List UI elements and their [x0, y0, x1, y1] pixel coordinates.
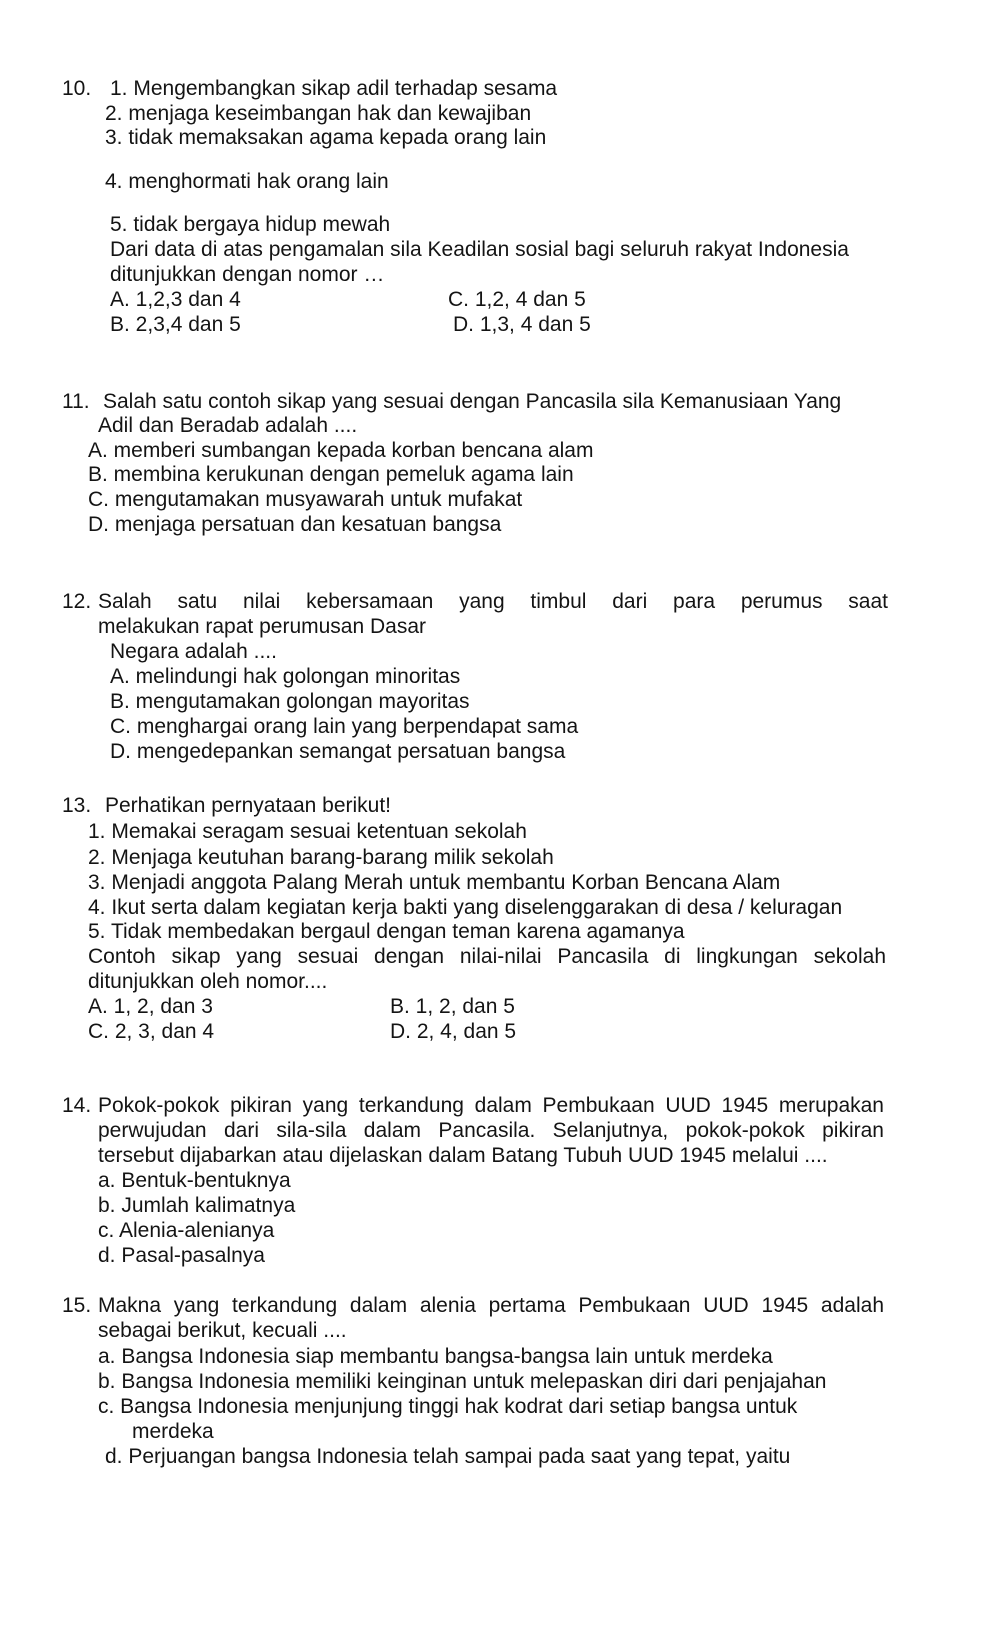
- option-b: B. 2,3,4 dan 5: [110, 313, 241, 336]
- option-b: B. membina kerukunan dengan pemeluk agama lain: [88, 463, 574, 486]
- question-stem: Makna yang terkandung dalam alenia pertama Pembukaan UUD 1945 adalah: [98, 1294, 884, 1317]
- question-stem: ditunjukkan oleh nomor....: [88, 970, 328, 993]
- question-stem: tersebut dijabarkan atau dijelaskan dalam Batang Tubuh UUD 1945 melalui ....: [98, 1144, 828, 1167]
- question-number: 15.: [62, 1294, 92, 1317]
- statement-item: 4. menghormati hak orang lain: [105, 170, 389, 193]
- statement-item: 3. tidak memaksakan agama kepada orang lain: [105, 126, 547, 149]
- question-stem: Dari data di atas pengamalan sila Keadilan sosial bagi seluruh rakyat Indonesia: [110, 238, 849, 261]
- option-a: A. 1,2,3 dan 4: [110, 288, 241, 311]
- question-stem: ditunjukkan dengan nomor …: [110, 263, 385, 286]
- question-stem: Contoh sikap yang sesuai dengan nilai-nilai Pancasila di lingkungan sekolah: [88, 945, 886, 968]
- question-intro: Perhatikan pernyataan berikut!: [105, 794, 392, 817]
- statement-item: 2. menjaga keseimbangan hak dan kewajiban: [105, 102, 532, 125]
- option-d: D. mengedepankan semangat persatuan bangsa: [110, 740, 566, 763]
- option-a: A. melindungi hak golongan minoritas: [110, 665, 461, 688]
- statement-item: 1. Memakai seragam sesuai ketentuan sekolah: [88, 820, 527, 843]
- option-c-continuation: merdeka: [132, 1420, 214, 1443]
- option-d: D. menjaga persatuan dan kesatuan bangsa: [88, 513, 502, 536]
- option-d: D. 1,3, 4 dan 5: [453, 313, 591, 336]
- question-number: 13.: [62, 794, 92, 817]
- option-a: a. Bangsa Indonesia siap membantu bangsa-bangsa lain untuk merdeka: [98, 1345, 773, 1368]
- question-stem: Salah satu contoh sikap yang sesuai dengan Pancasila sila Kemanusiaan Yang: [103, 390, 842, 413]
- question-stem: Negara adalah ....: [110, 640, 277, 663]
- option-a: A. memberi sumbangan kepada korban bencana alam: [88, 439, 594, 462]
- option-c: C. 2, 3, dan 4: [88, 1020, 215, 1043]
- question-number: 14.: [62, 1094, 92, 1117]
- question-stem: Salah satu nilai kebersamaan yang timbul dari para perumus saat: [98, 590, 888, 613]
- option-b: B. mengutamakan golongan mayoritas: [110, 690, 470, 713]
- option-b: B. 1, 2, dan 5: [390, 995, 515, 1018]
- statement-item: 3. Menjadi anggota Palang Merah untuk membantu Korban Bencana Alam: [88, 871, 781, 894]
- option-c: c. Bangsa Indonesia menjunjung tinggi hak kodrat dari setiap bangsa untuk: [98, 1395, 798, 1418]
- question-stem: Adil dan Beradab adalah ....: [98, 414, 358, 437]
- statement-item: 4. Ikut serta dalam kegiatan kerja bakti yang diselenggarakan di desa / keluragan: [88, 896, 843, 919]
- option-b: b. Jumlah kalimatnya: [98, 1194, 296, 1217]
- option-c: C. menghargai orang lain yang berpendapat sama: [110, 715, 579, 738]
- statement-item: 2. Menjaga keutuhan barang-barang milik sekolah: [88, 846, 554, 869]
- statement-item: 1. Mengembangkan sikap adil terhadap sesama: [110, 77, 558, 100]
- statement-item: 5. Tidak membedakan bergaul dengan teman karena agamanya: [88, 920, 685, 943]
- option-c: C. 1,2, 4 dan 5: [448, 288, 586, 311]
- question-number: 10.: [62, 77, 92, 100]
- question-stem: Pokok-pokok pikiran yang terkandung dalam Pembukaan UUD 1945 merupakan: [98, 1094, 884, 1117]
- option-d: D. 2, 4, dan 5: [390, 1020, 517, 1043]
- option-c: C. mengutamakan musyawarah untuk mufakat: [88, 488, 523, 511]
- question-number: 12.: [62, 590, 92, 613]
- option-d: d. Pasal-pasalnya: [98, 1244, 265, 1267]
- statement-item: 5. tidak bergaya hidup mewah: [110, 213, 391, 236]
- question-stem: sebagai berikut, kecuali ....: [98, 1319, 347, 1342]
- option-c: c. Alenia-alenianya: [98, 1219, 275, 1242]
- question-number: 11.: [62, 390, 90, 413]
- option-b: b. Bangsa Indonesia memiliki keinginan untuk melepaskan diri dari penjajahan: [98, 1370, 827, 1393]
- option-a: A. 1, 2, dan 3: [88, 995, 213, 1018]
- question-stem: perwujudan dari sila-sila dalam Pancasila. Selanjutnya, pokok-pokok pikiran: [98, 1119, 884, 1142]
- option-d: d. Perjuangan bangsa Indonesia telah sampai pada saat yang tepat, yaitu: [105, 1445, 791, 1468]
- option-a: a. Bentuk-bentuknya: [98, 1169, 291, 1192]
- question-stem: melakukan rapat perumusan Dasar: [98, 615, 427, 638]
